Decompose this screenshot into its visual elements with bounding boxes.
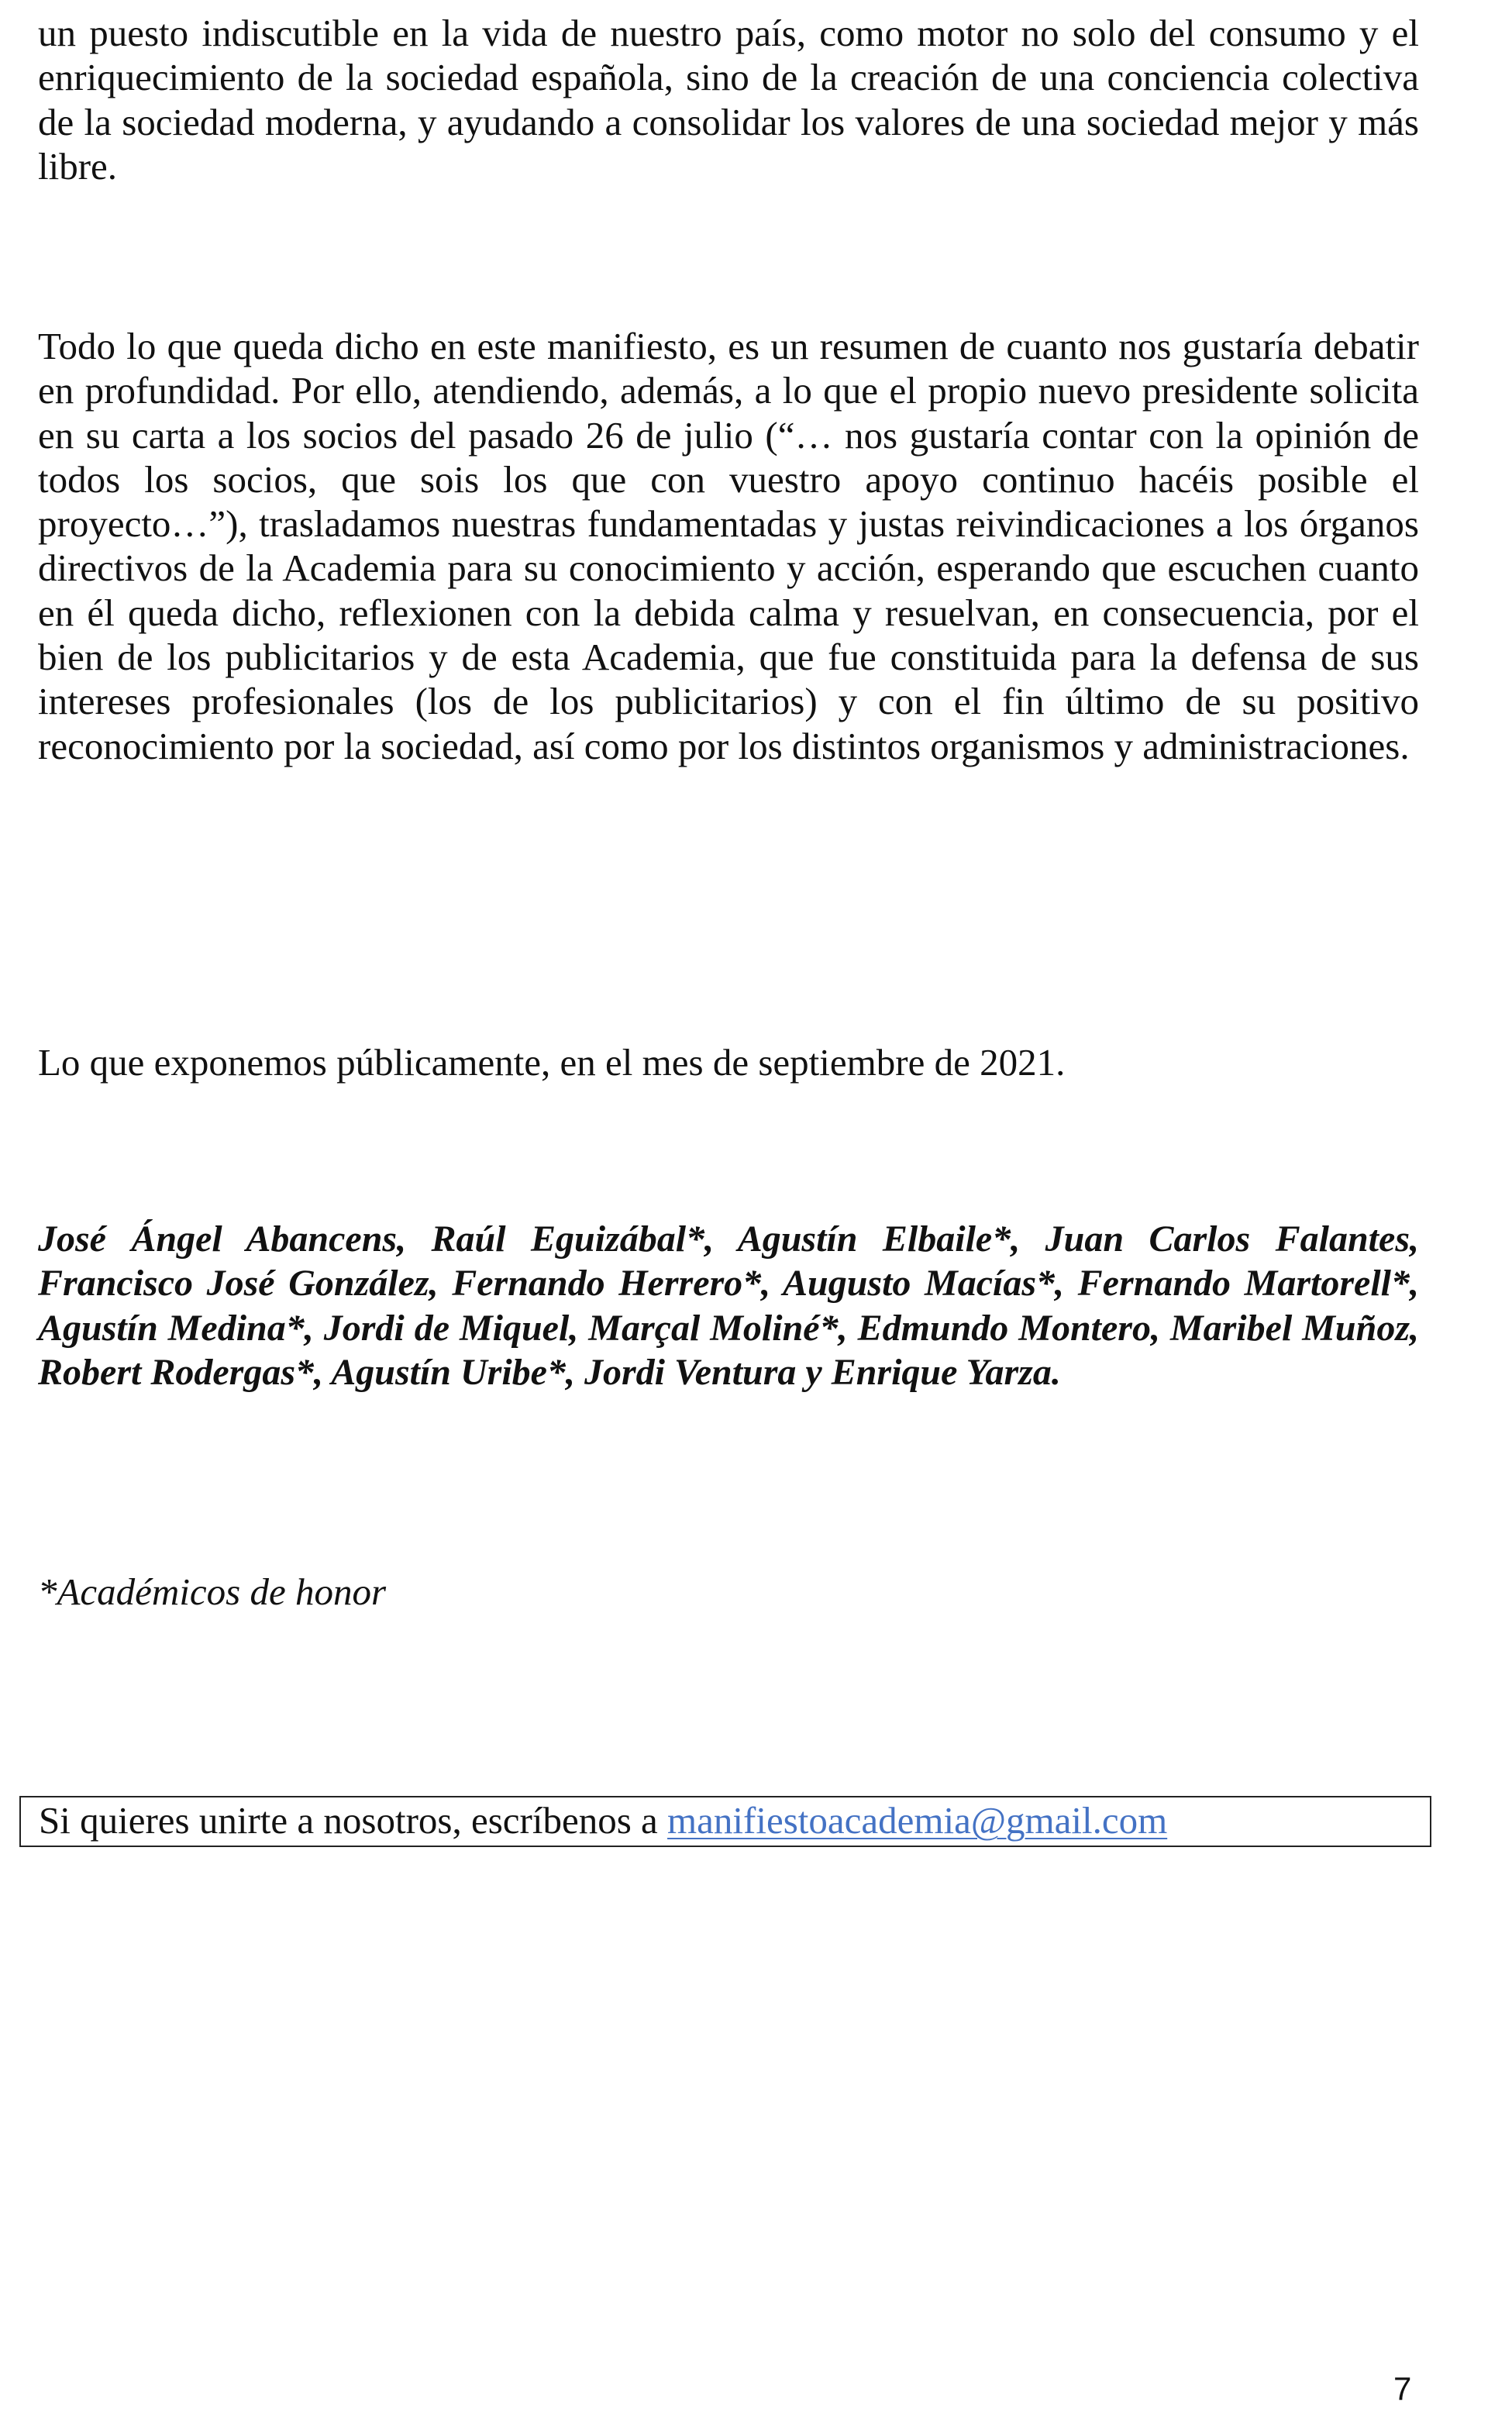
honor-footnote: *Académicos de honor: [38, 1570, 387, 1613]
intro-paragraph: un puesto indiscutible en la vida de nuestro país, como motor no solo del consumo y el enriquecimiento de la sociedad española, sino de la creación de una conciencia colectiva de la sociedad moderna, y ayudando a consolidar los valores de una sociedad mejor y más libre.: [38, 12, 1419, 188]
closing-statement: Lo que exponemos públicamente, en el mes de septiembre de 2021.: [38, 1041, 1066, 1084]
page-number: 7: [1393, 2370, 1412, 2407]
signatories-list: José Ángel Abancens, Raúl Eguizábal*, Agustín Elbaile*, Juan Carlos Falantes, Francisco José González, Fernando Herrero*, Augusto Macías*, Fernando Martorell*, Agustín Medina*, Jordi de Miquel, Marçal Moliné*, Edmundo Montero, Maribel Muñoz, Robert Rodergas*, Agustín Uribe*, Jordi Ventura y Enrique Yarza.: [38, 1218, 1419, 1393]
join-us-box: [19, 1796, 1431, 1847]
join-us-label: Si quieres unirte a nosotros, escríbenos a: [39, 1799, 668, 1842]
email-link[interactable]: manifiestoacademia@gmail.com: [667, 1799, 1168, 1842]
main-paragraph: Todo lo que queda dicho en este manifiesto, es un resumen de cuanto nos gustaría debatir en profundidad. Por ello, atendiendo, además, a lo que el propio nuevo presidente solicita en su carta a los socios del pasado 26 de julio (“… nos gustaría contar con la opinión de todos los socios, que sois los que con vuestro apoyo continuo hacéis posible el proyecto…”), trasladamos nuestras fundamentadas y justas reivindicaciones a los órganos directivos de la Academia para su conocimiento y acción, esperando que escuchen cuanto en él queda dicho, reflexionen con la debida calma y resuelvan, en consecuencia, por el bien de los publicitarios y de esta Academia, que fue constituida para la defensa de sus intereses profesionales (los de los publicitarios) y con el fin último de su positivo reconocimiento por la sociedad, así como por los distintos organismos y administraciones.: [38, 325, 1419, 767]
join-us-text: [39, 1797, 1167, 1844]
